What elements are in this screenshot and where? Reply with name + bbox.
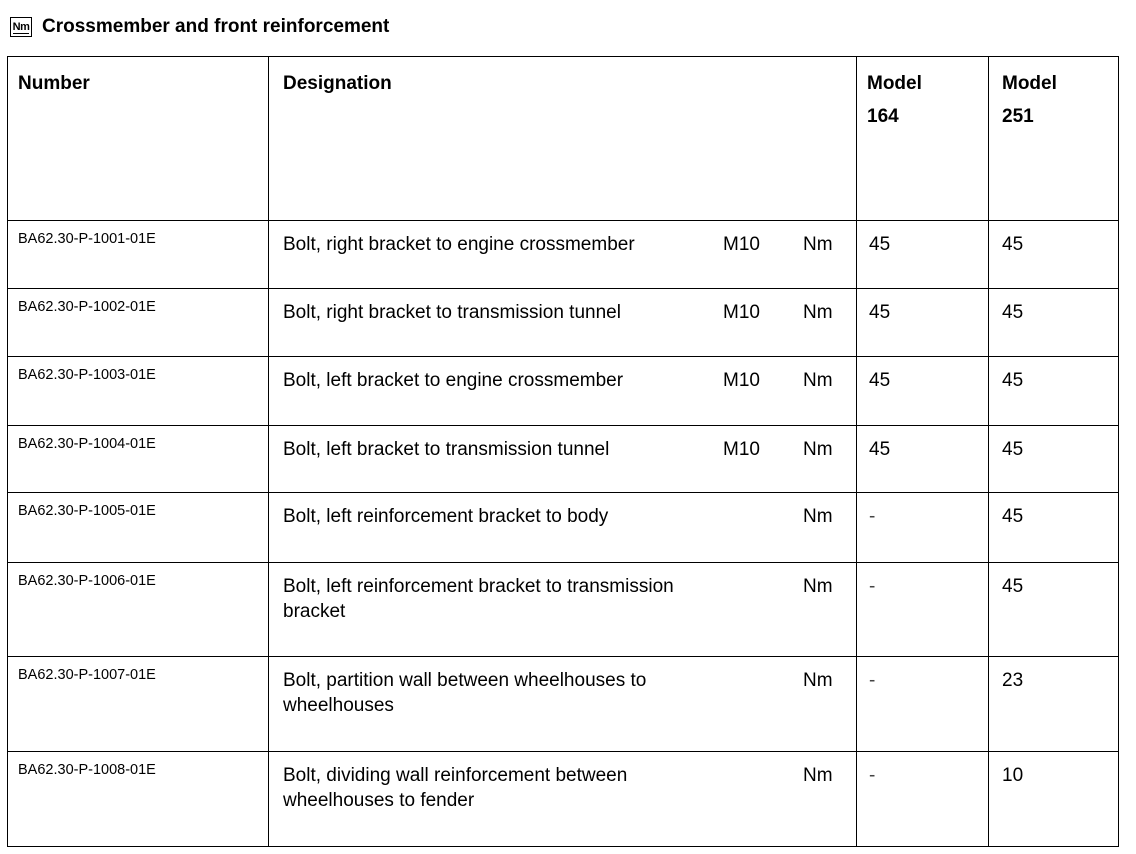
model-164-value: - bbox=[857, 493, 989, 563]
number-cell: BA62.30-P-1005-01E bbox=[8, 493, 269, 563]
table-header-row bbox=[8, 57, 1119, 221]
model-251-value: 45 bbox=[989, 426, 1119, 493]
designation-text: Bolt, left reinforcement bracket to body bbox=[283, 506, 609, 527]
header-designation: Designation bbox=[269, 57, 857, 221]
model-251-value: 45 bbox=[989, 221, 1119, 289]
thread-size bbox=[723, 763, 803, 813]
designation-text: Bolt, left bracket to engine crossmember bbox=[283, 370, 624, 391]
header-model-251: Model 251 bbox=[989, 57, 1119, 221]
model-251-value: 45 bbox=[989, 289, 1119, 357]
torque-unit: Nm bbox=[803, 576, 833, 597]
thread-size: M10 bbox=[723, 234, 760, 255]
model-251-value: 23 bbox=[989, 657, 1119, 752]
thread-size: M10 bbox=[723, 302, 760, 323]
designation-cell bbox=[269, 357, 857, 426]
header-number: Number bbox=[8, 57, 269, 221]
table-row bbox=[8, 657, 1119, 752]
model-251-value: 45 bbox=[989, 493, 1119, 563]
thread-size bbox=[723, 574, 803, 624]
designation-cell bbox=[269, 657, 857, 752]
torque-unit: Nm bbox=[803, 506, 833, 527]
designation-text: Bolt, dividing wall reinforcement between wheelhouses to fender bbox=[283, 765, 628, 811]
model-164-value: - bbox=[857, 752, 989, 847]
table-row bbox=[8, 289, 1119, 357]
model-164-value: - bbox=[857, 563, 989, 657]
model-164-value: 45 bbox=[857, 289, 989, 357]
number-cell: BA62.30-P-1007-01E bbox=[8, 657, 269, 752]
torque-unit: Nm bbox=[803, 765, 833, 786]
number-cell: BA62.30-P-1004-01E bbox=[8, 426, 269, 493]
number-cell: BA62.30-P-1001-01E bbox=[8, 221, 269, 289]
table-row bbox=[8, 493, 1119, 563]
torque-unit: Nm bbox=[803, 302, 833, 323]
designation-cell bbox=[269, 563, 857, 657]
torque-unit: Nm bbox=[803, 234, 833, 255]
model-251-value: 10 bbox=[989, 752, 1119, 847]
number-cell: BA62.30-P-1002-01E bbox=[8, 289, 269, 357]
number-cell: BA62.30-P-1006-01E bbox=[8, 563, 269, 657]
torque-unit: Nm bbox=[803, 439, 833, 460]
page-title: Crossmember and front reinforcement bbox=[42, 16, 390, 37]
number-cell: BA62.30-P-1008-01E bbox=[8, 752, 269, 847]
header-model-164: Model 164 bbox=[857, 57, 989, 221]
number-cell: BA62.30-P-1003-01E bbox=[8, 357, 269, 426]
table-row bbox=[8, 426, 1119, 493]
torque-unit: Nm bbox=[803, 370, 833, 391]
thread-size: M10 bbox=[723, 439, 760, 460]
model-251-value: 45 bbox=[989, 563, 1119, 657]
designation-text: Bolt, left reinforcement bracket to transmission bracket bbox=[283, 576, 674, 622]
designation-text: Bolt, right bracket to engine crossmember bbox=[283, 234, 635, 255]
table-row bbox=[8, 563, 1119, 657]
nm-icon: Nm bbox=[10, 17, 32, 37]
table-row bbox=[8, 752, 1119, 847]
torque-unit: Nm bbox=[803, 670, 833, 691]
table-row bbox=[8, 221, 1119, 289]
model-164-value: 45 bbox=[857, 426, 989, 493]
thread-size: M10 bbox=[723, 370, 760, 391]
table-row bbox=[8, 357, 1119, 426]
section-title-bar bbox=[10, 14, 389, 40]
model-164-value: 45 bbox=[857, 357, 989, 426]
designation-cell bbox=[269, 289, 857, 357]
torque-spec-table bbox=[7, 56, 1119, 847]
designation-cell bbox=[269, 221, 857, 289]
thread-size bbox=[723, 504, 803, 529]
designation-text: Bolt, left bracket to transmission tunnel bbox=[283, 439, 610, 460]
model-164-value: - bbox=[857, 657, 989, 752]
model-164-value: 45 bbox=[857, 221, 989, 289]
model-251-value: 45 bbox=[989, 357, 1119, 426]
designation-text: Bolt, right bracket to transmission tunnel bbox=[283, 302, 621, 323]
designation-cell bbox=[269, 752, 857, 847]
designation-cell bbox=[269, 426, 857, 493]
designation-text: Bolt, partition wall between wheelhouses to wheelhouses bbox=[283, 670, 647, 716]
thread-size bbox=[723, 668, 803, 718]
designation-cell bbox=[269, 493, 857, 563]
